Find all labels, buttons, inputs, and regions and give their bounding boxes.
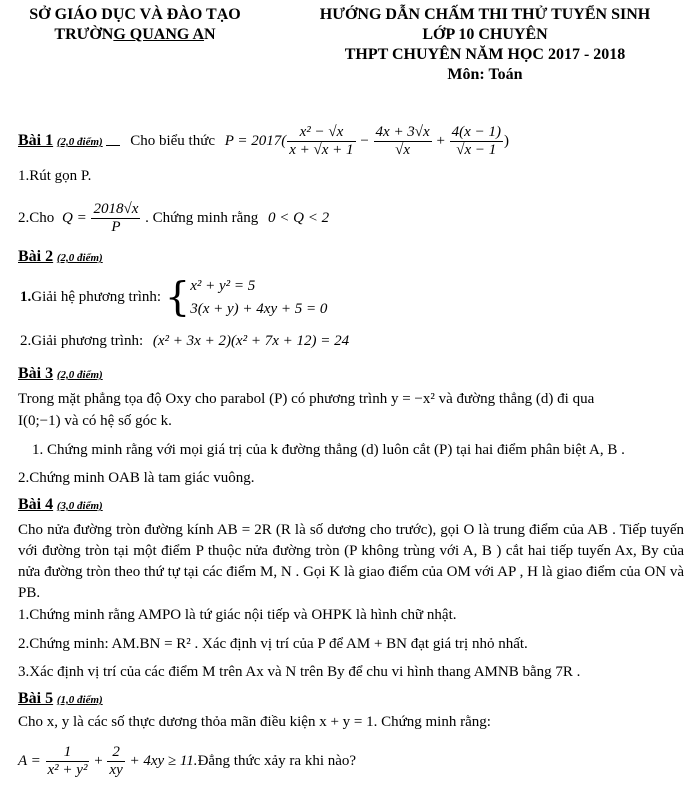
bai5-heading bbox=[18, 690, 103, 708]
bai4-question-3: 3.Xác định vị trí của các điểm M trên Ax và N trên By để chu vi hình thang AMNB bằng 7R . bbox=[18, 664, 581, 680]
bai1-q-fraction: $\frac{2018√x}{P}$ bbox=[93, 200, 139, 236]
bai5-title: Bài 5 bbox=[18, 690, 54, 707]
bai1-fraction-3: $\frac{4(x - 1)}{√x - 1}$ bbox=[451, 123, 501, 159]
bai2-heading bbox=[18, 248, 103, 266]
bai1-title: Bài 1 bbox=[18, 132, 54, 149]
bai1-points: (2,0 điểm) bbox=[56, 136, 103, 148]
school-name bbox=[10, 26, 260, 44]
bai1-close: ) bbox=[503, 133, 509, 149]
bai5-inequality: A = $\frac{1}{\text{x² + y²}}$ + $\frac{2}{xy}$ + 4xy ≥ 11.Đẳng thức xảy ra khi nào? bbox=[18, 743, 357, 779]
bai5-fraction-2: $\frac{2}{xy}$ bbox=[109, 743, 123, 779]
bai1-fraction-2: $\frac{4x + 3√x}{√x}$ bbox=[375, 123, 430, 159]
school-name-part-2: G QUANG A bbox=[113, 26, 205, 43]
bai4-question-1: 1.Chứng minh rằng AMPO là tứ giác nội tiếp và OHPK là hình chữ nhật. bbox=[18, 607, 457, 623]
bai1-intro: Cho biểu thức bbox=[130, 133, 215, 149]
bai3-title: Bài 3 bbox=[18, 365, 54, 382]
bai1-question-2: 2.Cho Q = $\frac{2018√x}{P}$ . Chứng minh rằng 0 < Q < 2 bbox=[18, 200, 330, 236]
bai3-question-1: 1. Chứng minh rằng với mọi giá trị của k đường thẳng (d) luôn cắt (P) tại hai điểm phân biệt A, B . bbox=[32, 442, 625, 458]
bai2-points: (2,0 điểm) bbox=[56, 252, 103, 264]
bai4-points: (3,0 điểm) bbox=[56, 500, 103, 512]
school-year: THPT CHUYÊN NĂM HỌC 2017 - 2018 bbox=[344, 46, 626, 63]
bai3-points: (2,0 điểm) bbox=[56, 369, 103, 381]
bai2-question-1: 1.Giải hệ phương trình: { x² + y² = 5 3(x + y) + 4xy + 5 = 0 bbox=[20, 274, 328, 321]
bai4-heading bbox=[18, 496, 103, 514]
bai2-title: Bài 2 bbox=[18, 248, 54, 265]
bai1-expr-prefix: P = 2017( bbox=[224, 133, 287, 149]
bai4-question-2: 2.Chứng minh: AM.BN = R² . Xác định vị trí của P để AM + BN đạt giá trị nhỏ nhất. bbox=[18, 636, 528, 652]
school-name-part-1: TRƯỜN bbox=[54, 26, 114, 43]
equation-system: x² + y² = 5 3(x + y) + 4xy + 5 = 0 bbox=[190, 278, 328, 317]
bai3-line-2: I(0;−1) và có hệ số góc k. bbox=[18, 413, 172, 429]
bai2-question-2: 2.Giải phương trình: (x² + 3x + 2)(x² + 7x + 12) = 24 bbox=[20, 333, 350, 349]
bai1-question-1: 1.Rút gọn P. bbox=[18, 168, 92, 184]
bai5-fraction-1: $\frac{1}{\text{x² + y²}}$ bbox=[47, 743, 88, 779]
bai5-points: (1,0 điểm) bbox=[56, 694, 103, 706]
school-name-part-3: N bbox=[204, 26, 216, 43]
bai1-heading: Bài 1 (2,0 điểm) Cho biểu thức P = 2017( $\frac{\text{x² − √x}}{x + √x + 1}$ − $\frac{4x + 3√x}{√x}$ + $\frac{4(x - 1)}{√x - 1}$ ) bbox=[18, 123, 509, 159]
subject: Môn: Toán bbox=[447, 66, 523, 83]
bai5-line-1: Cho x, y là các số thực dương thỏa mãn điều kiện x + y = 1. Chứng minh rằng: bbox=[18, 714, 491, 730]
bai1-fraction-1: $\frac{\text{x² − √x}}{x + √x + 1}$ bbox=[289, 123, 354, 159]
system-brace: { bbox=[164, 274, 191, 321]
doc-subtitle: LỚP 10 CHUYÊN bbox=[422, 26, 548, 43]
doc-title: HƯỚNG DẪN CHẤM THI THỬ TUYỂN SINH bbox=[319, 6, 651, 23]
department-name: SỞ GIÁO DỤC VÀ ĐÀO TẠO bbox=[29, 6, 241, 23]
bai3-question-2: 2.Chứng minh OAB là tam giác vuông. bbox=[18, 470, 255, 486]
bai4-title: Bài 4 bbox=[18, 496, 54, 513]
bai4-paragraph: Cho nửa đường tròn đường kính AB = 2R (R là số dương cho trước), gọi O là trung điểm của AB . Tiếp tuyến với đường tròn tại một điểm P thuộc nửa đường tròn (P không trùng với A, B ) cắt hai tiếp tuyến Ax, By của nửa đường tròn theo thứ tự tại các điểm M, N . Gọi K là giao điểm của OM với AP , H là giao điểm của ON và PB. bbox=[18, 522, 684, 601]
bai3-line-1: Trong mặt phẳng tọa độ Oxy cho parabol (P) có phương trình y = −x² và đường thẳng (d) đi qua bbox=[18, 391, 595, 407]
bai3-heading bbox=[18, 365, 103, 383]
